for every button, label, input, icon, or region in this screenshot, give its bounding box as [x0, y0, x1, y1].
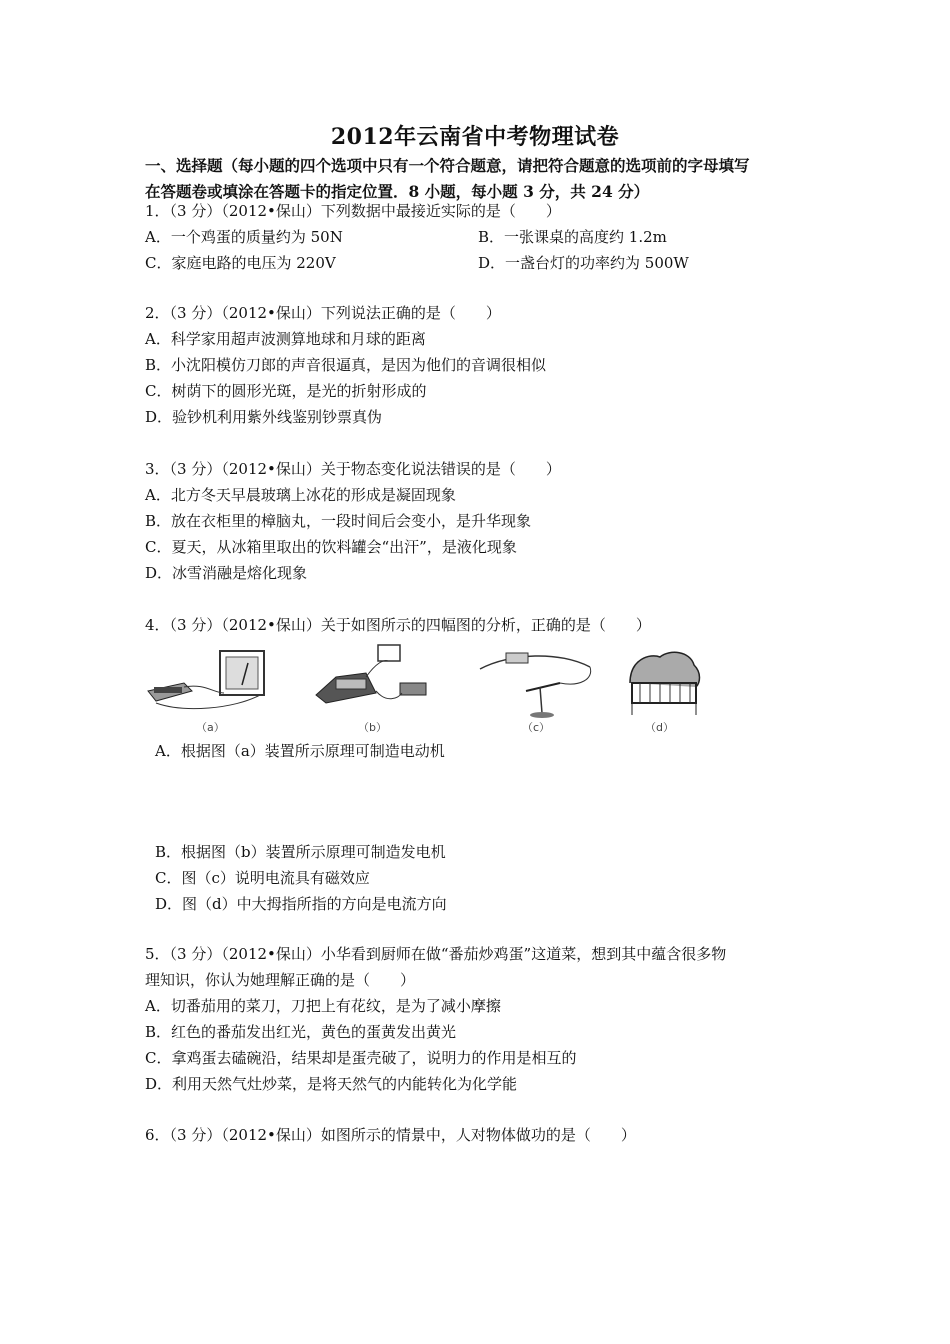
- question-2-option-b: B．小沈阳模仿刀郎的声音很逼真，是因为他们的音调很相似: [145, 356, 547, 374]
- question-5-option-b: B．红色的番茄发出红光，黄色的蛋黄发出黄光: [145, 1023, 457, 1041]
- question-1-option-c: C．家庭电路的电压为 220V: [145, 254, 336, 272]
- figure-d-image: [610, 643, 720, 723]
- question-6-stem: 6．（3 分）（2012•保山）如图所示的情景中，人对物体做功的是（ ）: [145, 1126, 636, 1144]
- question-3-option-b: B．放在衣柜里的樟脑丸，一段时间后会变小，是升华现象: [145, 512, 532, 530]
- figure-a-label: （a）: [196, 721, 225, 734]
- question-5-stem-line-2: 理知识，你认为她理解正确的是（ ）: [145, 971, 416, 989]
- question-4-option-c: C．图（c）说明电流具有磁效应: [155, 869, 370, 887]
- question-4-figures: [140, 643, 740, 739]
- question-2-option-d: D．验钞机利用紫外线鉴别钞票真伪: [145, 408, 383, 426]
- question-3-option-a: A．北方冬天早晨玻璃上冰花的形成是凝固现象: [145, 486, 456, 504]
- question-5-stem-line-1: 5．（3 分）（2012•保山）小华看到厨师在做“番茄炒鸡蛋”这道菜，想到其中蕴含很多物: [145, 945, 727, 963]
- section-heading-line-2: 在答题卷或填涂在答题卡的指定位置．8 小题，每小题 3 分，共 24 分）: [145, 182, 650, 201]
- question-3-option-c: C．夏天，从冰箱里取出的饮料罐会“出汗”，是液化现象: [145, 538, 517, 556]
- question-1-option-d: D．一盏台灯的功率约为 500W: [478, 254, 689, 272]
- question-2-stem: 2．（3 分）（2012•保山）下列说法正确的是（ ）: [145, 304, 501, 322]
- question-2-option-a: A．科学家用超声波测算地球和月球的距离: [145, 330, 426, 348]
- question-1-stem: 1．（3 分）（2012•保山）下列数据中最接近实际的是（ ）: [145, 202, 561, 220]
- question-5-option-c: C．拿鸡蛋去磕碗沿，结果却是蛋壳破了，说明力的作用是相互的: [145, 1049, 577, 1067]
- section-heading: [145, 153, 815, 205]
- figure-c-label: （c）: [522, 721, 551, 734]
- question-4-option-d: D．图（d）中大拇指所指的方向是电流方向: [155, 895, 447, 913]
- question-4-option-a: A．根据图（a）装置所示原理可制造电动机: [155, 742, 445, 760]
- question-1-option-b: B．一张课桌的高度约 1.2m: [478, 228, 667, 246]
- page-title: 2012年云南省中考物理试卷: [330, 124, 620, 150]
- figure-d-label: （d）: [645, 721, 674, 734]
- figure-b-label: （b）: [358, 721, 387, 734]
- question-4-option-b: B．根据图（b）装置所示原理可制造发电机: [155, 843, 446, 861]
- figure-b-image: [306, 643, 446, 723]
- figure-c-image: [470, 643, 600, 723]
- question-1-option-a: A．一个鸡蛋的质量约为 50N: [145, 228, 343, 246]
- question-3-option-d: D．冰雪消融是熔化现象: [145, 564, 308, 582]
- question-4-stem: 4．（3 分）（2012•保山）关于如图所示的四幅图的分析，正确的是（ ）: [145, 616, 651, 634]
- section-heading-line-1: 一、选择题（每小题的四个选项中只有一个符合题意，请把符合题意的选项前的字母填写: [145, 156, 750, 175]
- figure-a-image: [144, 643, 274, 723]
- question-3-stem: 3．（3 分）（2012•保山）关于物态变化说法错误的是（ ）: [145, 460, 561, 478]
- question-2-option-c: C．树荫下的圆形光斑，是光的折射形成的: [145, 382, 427, 400]
- question-5-option-a: A．切番茄用的菜刀，刀把上有花纹，是为了减小摩擦: [145, 997, 501, 1015]
- question-5-option-d: D．利用天然气灶炒菜，是将天然气的内能转化为化学能: [145, 1075, 518, 1093]
